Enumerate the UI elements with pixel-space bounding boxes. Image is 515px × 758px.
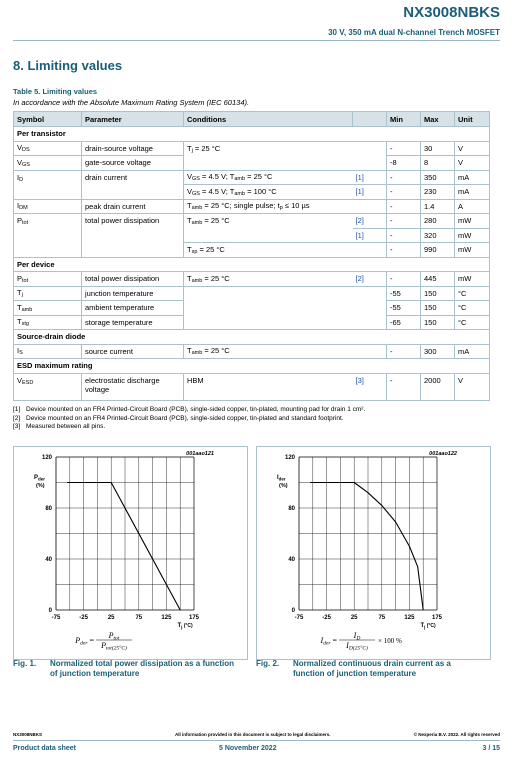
y-axis-label: $P_{der}$ (34, 475, 46, 482)
parameter-cell: total power dissipation (82, 214, 184, 258)
max-cell: 1.4 (421, 199, 455, 214)
max-cell: 2000 (421, 373, 455, 400)
min-cell: - (387, 373, 421, 400)
symbol-cell: $P_{tot}$ (14, 272, 82, 287)
note-item (13, 415, 365, 424)
x-tick-label: -25 (322, 615, 331, 621)
conditions-cell: $V_{GS} = 4.5$ V; $T_{amb} = 100$ °C (184, 185, 353, 200)
note-cell: [1] (353, 185, 387, 200)
figure-2 (256, 446, 491, 660)
power-derating-chart (14, 447, 247, 659)
symbol-cell: $V_{DS}$ (14, 141, 82, 156)
data-series-line (67, 483, 180, 611)
x-tick-label: -75 (51, 615, 61, 621)
symbol-cell: $I_S$ (14, 344, 82, 359)
formula-lhs: Ider = (320, 636, 337, 647)
table-row (14, 214, 490, 229)
footer-doc-id: NX3008NBKS (13, 732, 43, 737)
x-tick-label: 175 (188, 615, 200, 621)
unit-cell: A (455, 199, 490, 214)
conditions-cell: HBM (184, 373, 353, 400)
col-header-note (353, 112, 387, 127)
note-cell (353, 315, 387, 330)
group-label: Per device (14, 257, 490, 272)
max-cell: 280 (421, 214, 455, 229)
formula-numerator: Ptot (108, 631, 120, 642)
conditions-cell: $T_{amb} = 25$ °C (184, 214, 353, 229)
figure-code: 001aao122 (429, 451, 457, 457)
min-cell: - (387, 272, 421, 287)
min-cell: - (387, 199, 421, 214)
parameter-cell: electrostatic discharge voltage (82, 373, 184, 400)
max-cell: 445 (421, 272, 455, 287)
col-header-symbol: Symbol (14, 112, 82, 127)
conditions-cell (184, 156, 353, 171)
note-cell (353, 199, 387, 214)
col-header-max: Max (421, 112, 455, 127)
col-header-unit: Unit (455, 112, 490, 127)
document-subtitle: 30 V, 350 mA dual N-channel Trench MOSFET (328, 28, 500, 37)
unit-cell: mA (455, 170, 490, 185)
y-tick-label: 80 (45, 506, 52, 512)
parameter-cell: gate-source voltage (82, 156, 184, 171)
conditions-cell (184, 315, 353, 330)
max-cell: 350 (421, 170, 455, 185)
note-number: [2] (13, 414, 21, 422)
symbol-cell: $T_{amb}$ (14, 301, 82, 316)
note-cell (353, 141, 387, 156)
conditions-cell: $T_{amb} = 25$ °C; single pulse; $t_p \le 10$ µs (184, 199, 353, 214)
parameter-cell: total power dissipation (82, 272, 184, 287)
current-derating-chart (257, 447, 490, 659)
conditions-cell: $T_j = 25$ °C (184, 141, 353, 156)
symbol-cell: $P_{tot}$ (14, 214, 82, 258)
unit-cell: °C (455, 315, 490, 330)
conditions-cell: $T_{sp} = 25$ °C (184, 243, 353, 258)
symbol-cell: $V_{ESD}$ (14, 373, 82, 400)
min-cell: -65 (387, 315, 421, 330)
formula-lhs: Pder = (75, 636, 94, 647)
conditions-cell (184, 228, 353, 243)
max-cell: 150 (421, 286, 455, 301)
x-tick-label: 125 (161, 615, 172, 621)
section-title: 8. Limiting values (13, 58, 123, 73)
x-tick-label: 125 (404, 615, 415, 621)
x-tick-label: 75 (135, 615, 143, 621)
note-number: [3] (13, 423, 21, 431)
note-cell: [2] (353, 272, 387, 287)
figure-caption-text: Normalized continuous drain current as a function of junction temperature (293, 659, 451, 678)
table-row (14, 315, 490, 330)
unit-cell: °C (455, 286, 490, 301)
unit-cell: mW (455, 243, 490, 258)
min-cell: - (387, 243, 421, 258)
unit-cell: mW (455, 228, 490, 243)
conditions-cell: $T_{amb} = 25$ °C (184, 272, 353, 287)
group-row (14, 359, 490, 374)
col-header-min: Min (387, 112, 421, 127)
max-cell: 150 (421, 301, 455, 316)
symbol-cell: $I_{DM}$ (14, 199, 82, 214)
parameter-cell: ambient temperature (82, 301, 184, 316)
parameter-cell: storage temperature (82, 315, 184, 330)
formula-denominator: Ptot(25°C) (101, 641, 127, 652)
footer-rule (13, 740, 500, 741)
parameter-cell: source current (82, 344, 184, 359)
x-tick-label: 25 (107, 615, 115, 621)
table-header-row (14, 112, 490, 127)
x-tick-label: 175 (431, 615, 443, 621)
conditions-cell (184, 301, 353, 316)
note-text: Measured between all pins. (26, 423, 106, 431)
table-row (14, 286, 490, 301)
x-tick-label: 75 (378, 615, 386, 621)
y-tick-label: 40 (288, 557, 295, 563)
footer-disclaimer: All information provided in this document is subject to legal disclaimers. (175, 732, 331, 737)
unit-cell: V (455, 141, 490, 156)
max-cell: 230 (421, 185, 455, 200)
table-note: In accordance with the Absolute Maximum Rating System (IEC 60134). (13, 98, 250, 107)
symbol-cell: $T_{stg}$ (14, 315, 82, 330)
note-cell (353, 243, 387, 258)
unit-cell: mA (455, 344, 490, 359)
figure-label: Fig. 2. (256, 659, 280, 668)
x-tick-label: -75 (294, 615, 304, 621)
footer-doc-type: Product data sheet (13, 745, 77, 752)
figure-label: Fig. 1. (13, 659, 37, 668)
unit-cell: V (455, 373, 490, 400)
note-cell: [3] (353, 373, 387, 400)
min-cell: - (387, 170, 421, 185)
unit-cell: °C (455, 301, 490, 316)
min-cell: -8 (387, 156, 421, 171)
y-tick-label: 80 (288, 506, 295, 512)
y-tick-label: 120 (284, 455, 295, 461)
figure-1-caption (13, 659, 243, 679)
data-series-line (310, 483, 423, 611)
document-title: NX3008NBKS (403, 4, 500, 21)
table-notes (13, 406, 365, 432)
note-cell (353, 156, 387, 171)
group-label: Source-drain diode (14, 330, 490, 345)
note-text: Device mounted on an FR4 Printed-Circuit Board (PCB), single-sided copper, tin-plated, mounting pad for drain 1 cm². (26, 406, 366, 413)
parameter-cell: drain current (82, 170, 184, 199)
group-row (14, 257, 490, 272)
figure-caption-text: Normalized total power dissipation as a function of junction temperature (50, 659, 235, 678)
footer-page-number: 3 / 15 (482, 745, 500, 752)
max-cell: 150 (421, 315, 455, 330)
x-tick-label: -25 (79, 615, 88, 621)
unit-cell: V (455, 156, 490, 171)
y-tick-label: 120 (41, 455, 52, 461)
symbol-cell: $V_{GS}$ (14, 156, 82, 171)
group-row (14, 127, 490, 142)
note-cell (353, 286, 387, 301)
symbol-cell: $T_j$ (14, 286, 82, 301)
table-caption: Table 5. Limiting values (13, 87, 98, 96)
figure-1 (13, 446, 248, 660)
figure-2-caption (256, 659, 489, 679)
note-cell: [1] (353, 170, 387, 185)
table-row (14, 301, 490, 316)
x-axis-label: $T_j$ $^{(^\circ C)}$ (420, 623, 436, 630)
table-row (14, 272, 490, 287)
group-label: ESD maximum rating (14, 359, 490, 374)
unit-cell: mW (455, 272, 490, 287)
y-axis-unit: (%) (279, 483, 288, 489)
table-row (14, 141, 490, 156)
formula-denominator: ID(25°C) (346, 641, 368, 652)
symbol-cell: $I_D$ (14, 170, 82, 199)
parameter-cell: drain-source voltage (82, 141, 184, 156)
max-cell: 8 (421, 156, 455, 171)
table-row (14, 344, 490, 359)
min-cell: -55 (387, 286, 421, 301)
note-number: [1] (13, 406, 21, 413)
footer-copyright: © Nexperia B.V. 2022. All rights reserved (413, 732, 500, 737)
note-cell (353, 301, 387, 316)
table-row (14, 373, 490, 400)
max-cell: 320 (421, 228, 455, 243)
limiting-values-table (13, 111, 490, 401)
note-text: Device mounted on an FR4 Printed-Circuit Board (PCB), single-sided copper, tin-plated and standard footprint. (26, 414, 344, 422)
conditions-cell (184, 286, 353, 301)
min-cell: - (387, 344, 421, 359)
max-cell: 30 (421, 141, 455, 156)
y-tick-label: 40 (45, 557, 52, 563)
y-axis-label: $I_{der}$ (277, 475, 286, 482)
note-item (13, 406, 365, 415)
formula-numerator: ID (353, 631, 361, 642)
x-axis-label: $T_j$ $^{(^\circ C)}$ (177, 623, 193, 630)
parameter-cell: peak drain current (82, 199, 184, 214)
table-row (14, 156, 490, 171)
header-rule (13, 40, 500, 41)
x-tick-label: 25 (350, 615, 358, 621)
note-cell (353, 344, 387, 359)
unit-cell: mW (455, 214, 490, 229)
min-cell: - (387, 214, 421, 229)
note-cell: [2] (353, 214, 387, 229)
formula-tail: × 100 % (378, 637, 402, 645)
figure-code: 001aao121 (186, 451, 214, 457)
footer-date: 5 November 2022 (219, 745, 277, 752)
table-row (14, 199, 490, 214)
min-cell: - (387, 185, 421, 200)
min-cell: -55 (387, 301, 421, 316)
group-label: Per transistor (14, 127, 490, 142)
note-cell: [1] (353, 228, 387, 243)
y-tick-label: 0 (48, 608, 52, 614)
conditions-cell: $T_{amb} = 25$ °C (184, 344, 353, 359)
min-cell: - (387, 141, 421, 156)
y-axis-unit: (%) (36, 483, 45, 489)
max-cell: 300 (421, 344, 455, 359)
note-item (13, 423, 365, 432)
max-cell: 990 (421, 243, 455, 258)
conditions-cell: $V_{GS} = 4.5$ V; $T_{amb} = 25$ °C (184, 170, 353, 185)
col-header-parameter: Parameter (82, 112, 184, 127)
min-cell: - (387, 228, 421, 243)
group-row (14, 330, 490, 345)
y-tick-label: 0 (291, 608, 295, 614)
parameter-cell: junction temperature (82, 286, 184, 301)
col-header-conditions: Conditions (184, 112, 353, 127)
table-row (14, 170, 490, 185)
unit-cell: mA (455, 185, 490, 200)
